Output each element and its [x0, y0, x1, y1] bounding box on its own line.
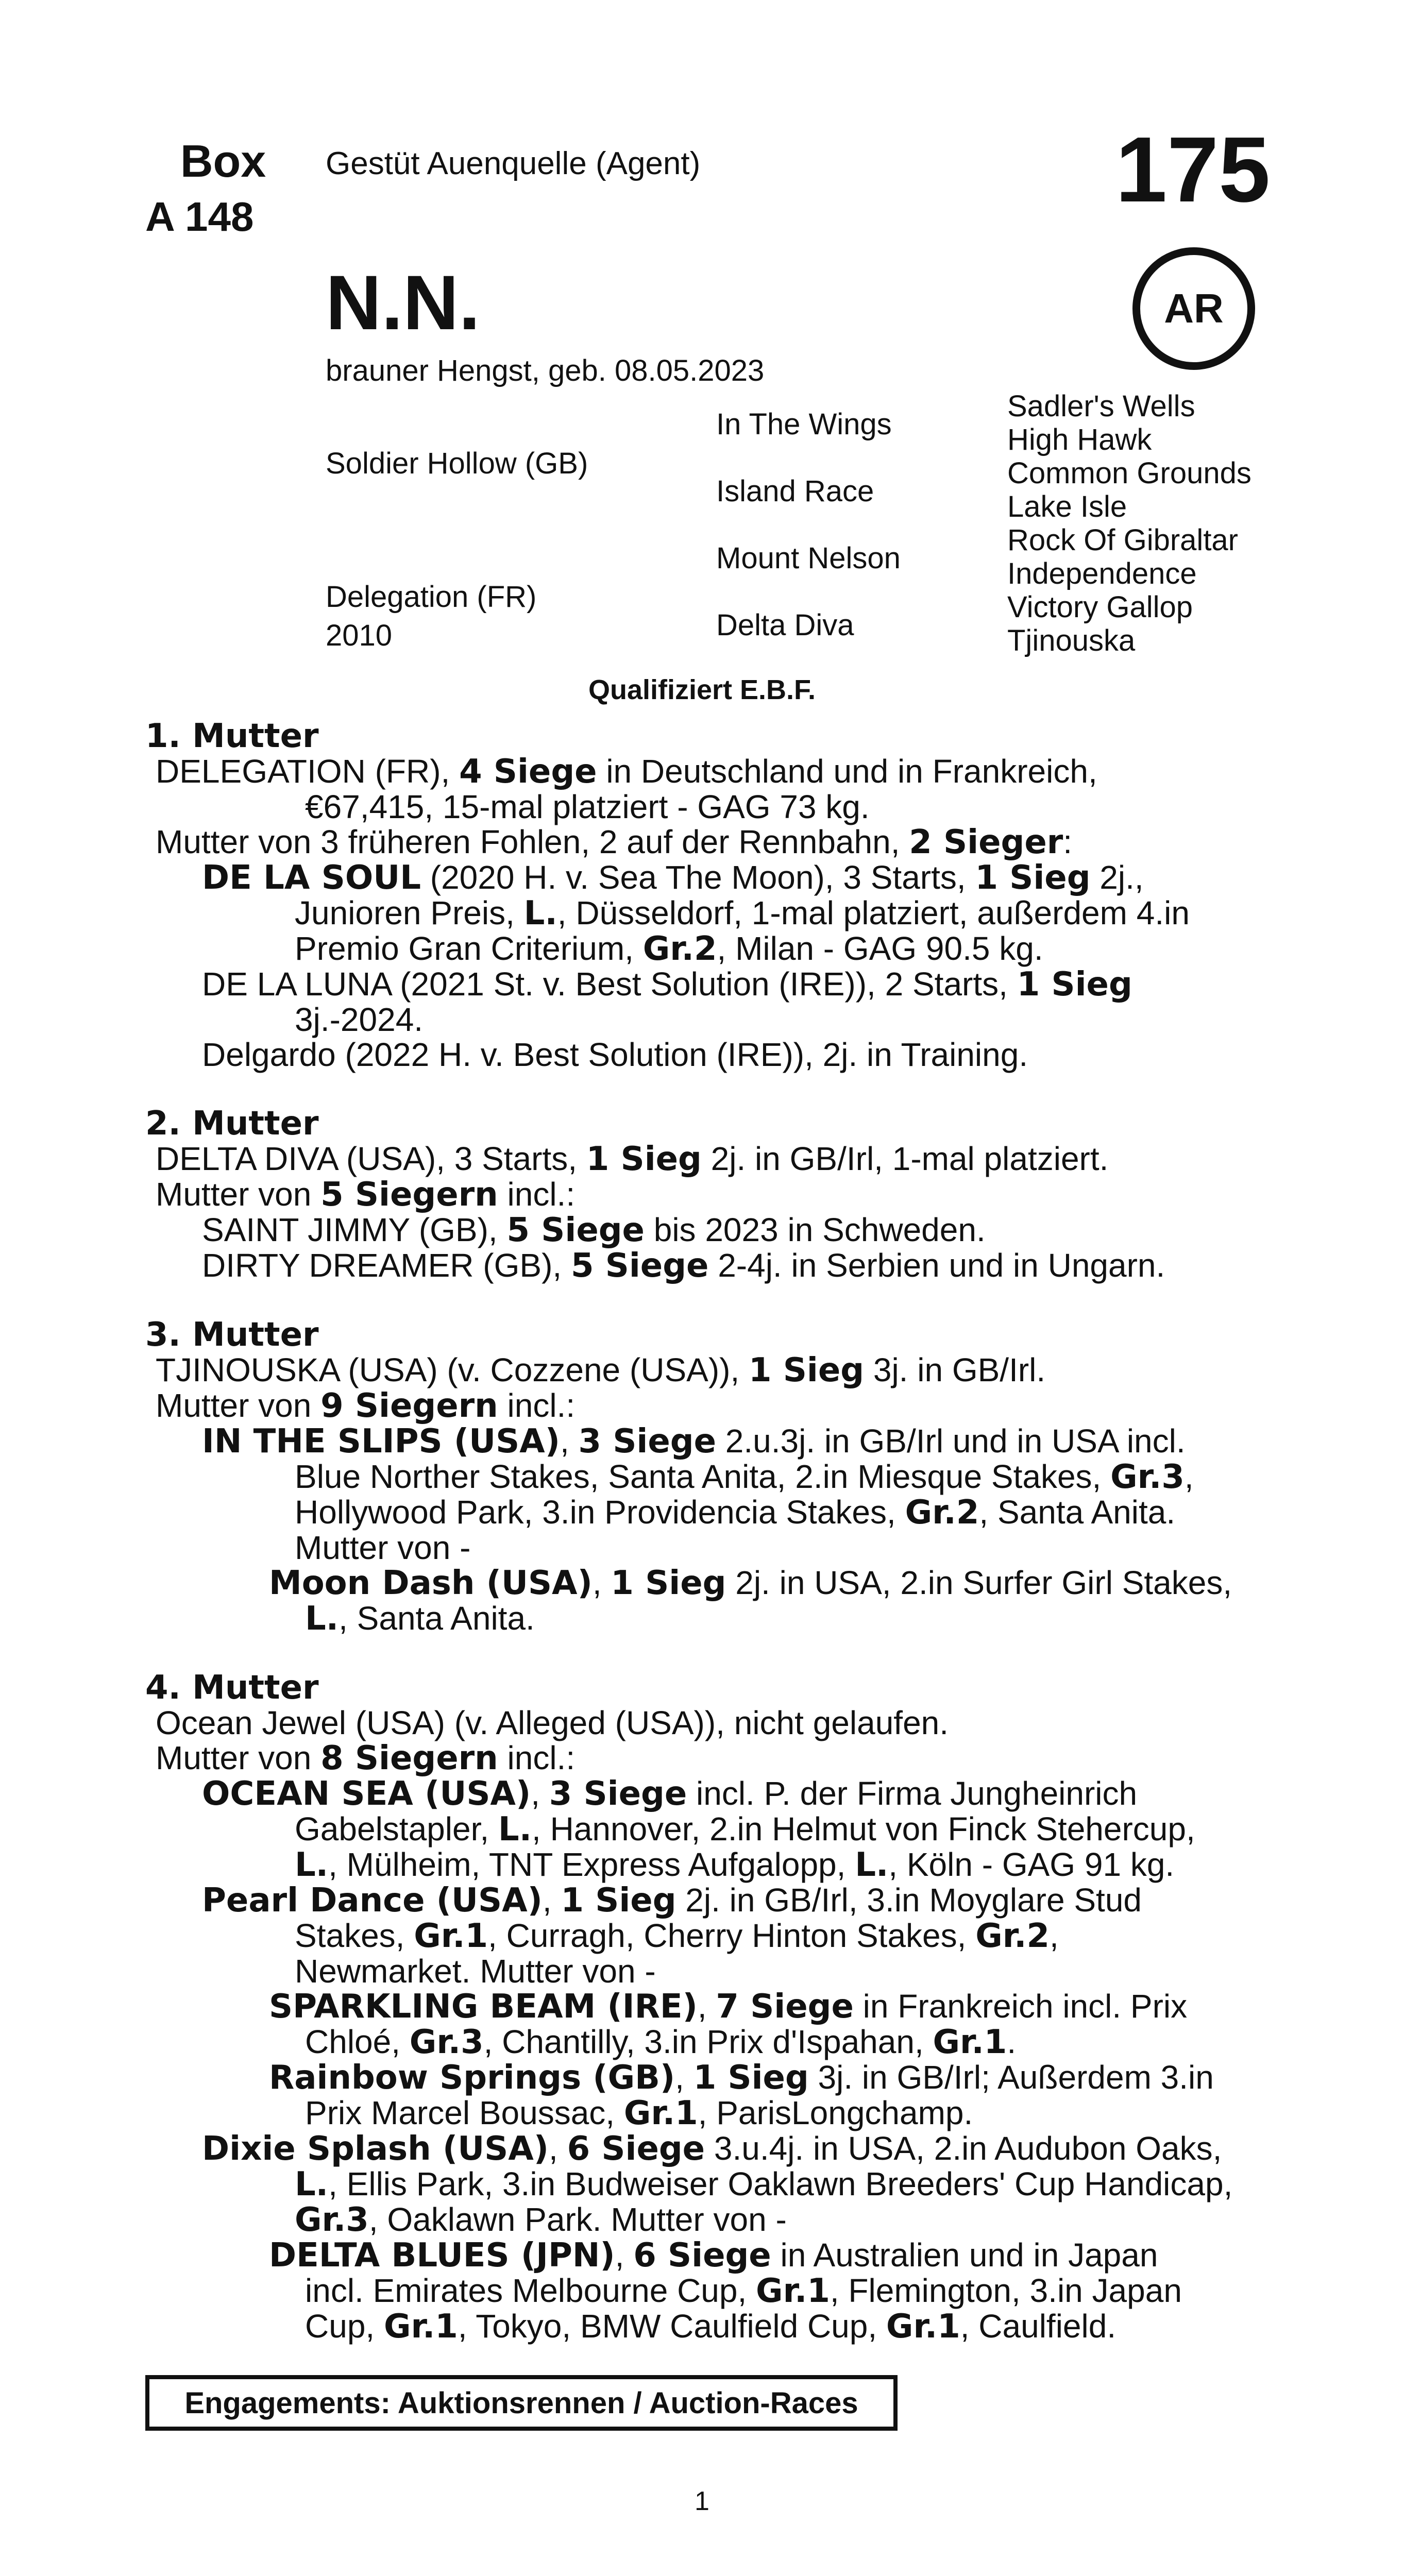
dam-intro: DELEGATION (FR), 4 Siege in Deutschland und in Frankreich, — [156, 753, 1097, 791]
ar-badge-icon — [1132, 247, 1255, 370]
produce-summary: Mutter von 3 früheren Fohlen, 2 auf der Rennbahn, 2 Sieger: — [156, 823, 1073, 861]
produce-summary: Mutter von 9 Siegern incl.: — [156, 1387, 576, 1425]
offspring-entry-cont: L., Mülheim, TNT Express Aufgalopp, L., Köln - GAG 91 kg. — [295, 1846, 1175, 1884]
offspring-entry: Dixie Splash (USA), 6 Siege 3.u.4j. in USA, 2.in Audubon Oaks, — [202, 2130, 1222, 2168]
pedigree-great-grandparent: Common Grounds — [1007, 456, 1251, 490]
dam-intro: TJINOUSKA (USA) (v. Cozzene (USA)), 1 Sieg 3j. in GB/Irl. — [156, 1351, 1046, 1389]
section-third-dam — [145, 1317, 1268, 1636]
section-first-dam — [145, 719, 1268, 1072]
dam-line-content — [145, 719, 1268, 2378]
produce-summary: Mutter von 8 Siegern incl.: — [156, 1739, 576, 1777]
grand-offspring-entry: DELTA BLUES (JPN), 6 Siege in Australien und in Japan — [269, 2236, 1158, 2275]
offspring-entry-cont: Mutter von - — [295, 1529, 471, 1566]
engagements-box — [145, 2375, 898, 2431]
grand-offspring-entry: SPARKLING BEAM (IRE), 7 Siege in Frankreich incl. Prix — [269, 1988, 1188, 2026]
offspring-entry-cont: Newmarket. Mutter von - — [295, 1953, 656, 1990]
qualification: Qualifiziert E.B.F. — [588, 674, 816, 705]
section-heading: 3. Mutter — [145, 1316, 319, 1354]
offspring-entry-cont: Stakes, Gr.1, Curragh, Cherry Hinton Stakes, Gr.2, — [295, 1917, 1059, 1955]
pedigree-dam-year: 2010 — [326, 619, 393, 652]
pedigree-great-grandparent: Sadler's Wells — [1007, 389, 1195, 423]
dam-intro: Ocean Jewel (USA) (v. Alleged (USA)), nicht gelaufen. — [156, 1704, 949, 1741]
lot-number: 175 — [1115, 118, 1271, 222]
pedigree-granddam-paternal: Island Race — [716, 474, 874, 508]
offspring-entry-cont: Gr.3, Oaklawn Park. Mutter von - — [295, 2201, 787, 2239]
engagements-text: Engagements: Auktionsrennen / Auction-Races — [184, 2386, 858, 2420]
pedigree-great-grandparent: High Hawk — [1007, 423, 1152, 456]
pedigree-grandsire-paternal: In The Wings — [716, 408, 892, 441]
dam-intro: DELTA DIVA (USA), 3 Starts, 1 Sieg 2j. in GB/Irl, 1-mal platziert. — [156, 1140, 1109, 1178]
pedigree-great-grandparent: Independence — [1007, 557, 1197, 590]
pedigree-sire: Soldier Hollow (GB) — [326, 447, 588, 480]
section-fourth-dam — [145, 1670, 1268, 2344]
grand-offspring-entry: Rainbow Springs (GB), 1 Sieg 3j. in GB/Irl; Außerdem 3.in — [269, 2059, 1214, 2097]
horse-name: N.N. — [326, 259, 480, 346]
page-number: 1 — [695, 2486, 709, 2516]
pedigree-dam: Delegation (FR) — [326, 580, 537, 614]
pedigree-great-grandparent: Tjinouska — [1007, 624, 1136, 657]
offspring-entry-cont: Junioren Preis, L., Düsseldorf, 1-mal platziert, außerdem 4.in — [295, 894, 1190, 933]
section-heading: 1. Mutter — [145, 717, 319, 755]
dam-intro-cont: €67,415, 15-mal platziert - GAG 73 kg. — [305, 788, 870, 825]
grand-offspring-entry-cont: Cup, Gr.1, Tokyo, BMW Caulfield Cup, Gr.1, Caulfield. — [305, 2308, 1117, 2346]
offspring-entry: Delgardo (2022 H. v. Best Solution (IRE)), 2j. in Training. — [202, 1036, 1028, 1073]
offspring-entry: DE LA SOUL (2020 H. v. Sea The Moon), 3 Starts, 1 Sieg 2j., — [202, 859, 1144, 897]
consignor-agent: Gestüt Auenquelle (Agent) — [326, 146, 701, 181]
grand-offspring-entry-cont: Prix Marcel Boussac, Gr.1, ParisLongchamp. — [305, 2094, 973, 2132]
offspring-entry: IN THE SLIPS (USA), 3 Siege 2.u.3j. in GB/Irl und in USA incl. — [202, 1422, 1186, 1461]
offspring-entry: DE LA LUNA (2021 St. v. Best Solution (IRE)), 2 Starts, 1 Sieg — [202, 965, 1132, 1004]
grand-offspring-entry: Moon Dash (USA), 1 Sieg 2j. in USA, 2.in Surfer Girl Stakes, — [269, 1564, 1232, 1602]
grand-offspring-entry-cont: Chloé, Gr.3, Chantilly, 3.in Prix d'Ispahan, Gr.1. — [305, 2023, 1017, 2061]
pedigree-granddam-maternal: Delta Diva — [716, 608, 854, 642]
offspring-entry-cont: Gabelstapler, L., Hannover, 2.in Helmut von Finck Stehercup, — [295, 1810, 1195, 1849]
offspring-entry-cont: Premio Gran Criterium, Gr.2, Milan - GAG 90.5 kg. — [295, 930, 1043, 968]
offspring-entry-cont: Blue Norther Stakes, Santa Anita, 2.in Miesque Stakes, Gr.3, — [295, 1458, 1194, 1496]
grand-offspring-entry-cont: L., Santa Anita. — [305, 1600, 535, 1638]
badge-text: AR — [1164, 285, 1224, 331]
offspring-entry-cont: 3j.-2024. — [295, 1001, 424, 1038]
offspring-entry: SAINT JIMMY (GB), 5 Siege bis 2023 in Schweden. — [202, 1211, 986, 1249]
pedigree-great-grandparent: Rock Of Gibraltar — [1007, 523, 1238, 557]
produce-summary: Mutter von 5 Siegern incl.: — [156, 1176, 576, 1214]
section-second-dam — [145, 1106, 1268, 1283]
pedigree-great-grandparent: Victory Gallop — [1007, 590, 1193, 624]
horse-description: brauner Hengst, geb. 08.05.2023 — [326, 354, 765, 387]
offspring-entry-cont: Hollywood Park, 3.in Providencia Stakes, Gr.2, Santa Anita. — [295, 1494, 1176, 1532]
box-number: A 148 — [145, 194, 254, 240]
offspring-entry: DIRTY DREAMER (GB), 5 Siege 2-4j. in Serbien und in Ungarn. — [202, 1247, 1165, 1285]
pedigree-grandsire-maternal: Mount Nelson — [716, 541, 901, 575]
section-heading: 4. Mutter — [145, 1669, 319, 1707]
pedigree-great-grandparent: Lake Isle — [1007, 490, 1127, 523]
grand-offspring-entry-cont: incl. Emirates Melbourne Cup, Gr.1, Flemington, 3.in Japan — [305, 2272, 1182, 2310]
section-heading: 2. Mutter — [145, 1105, 319, 1143]
offspring-entry: Pearl Dance (USA), 1 Sieg 2j. in GB/Irl, 3.in Moyglare Stud — [202, 1882, 1142, 1920]
box-label: Box — [180, 135, 266, 187]
offspring-entry: OCEAN SEA (USA), 3 Siege incl. P. der Firma Jungheinrich — [202, 1775, 1138, 1813]
offspring-entry-cont: L., Ellis Park, 3.in Budweiser Oaklawn Breeders' Cup Handicap, — [295, 2165, 1233, 2204]
